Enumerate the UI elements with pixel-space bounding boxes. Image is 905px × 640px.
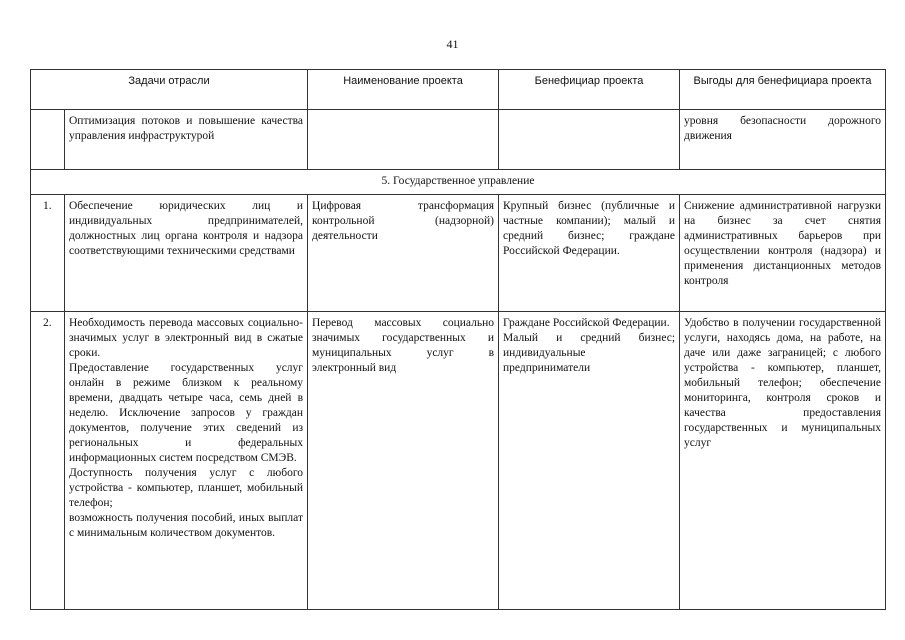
benefit-cell xyxy=(680,195,886,312)
table-header-row xyxy=(31,70,886,110)
task-cell xyxy=(65,312,308,610)
benefit-cell: уровня безопасности дорожного движения xyxy=(680,110,886,170)
beneficiary-text: Граждане Российской Федерации. xyxy=(503,317,670,329)
project-text: Цифровая трансформация контрольной (надзорной) деятельности xyxy=(312,200,495,242)
task-cell xyxy=(65,195,308,312)
task-text: возможность получения пособий, иных выплат с минимальным количеством документов. xyxy=(69,512,304,539)
number-cell xyxy=(31,110,65,170)
column-header-tasks: Задачи отрасли xyxy=(31,70,308,110)
task-text: Обеспечение юридических лиц и индивидуальных предпринимателей, должностных лиц органа контроля и надзора соответствующими техническими средствами xyxy=(69,200,304,257)
task-text: Предоставление государственных услуг онлайн в режиме близком к реальному времени, двадцать четыре часа, семь дней в неделю. Исключение запросов у граждан документов, получение этих сведений из региональных и федеральных информационных систем посредством СМЭВ. xyxy=(69,362,304,464)
column-header-benefits: Выгоды для бенефициара проекта xyxy=(680,70,886,110)
table-row xyxy=(31,312,886,610)
benefit-cell xyxy=(680,312,886,610)
project-text: Перевод массовых социально значимых государственных и муниципальных услуг в электронный вид xyxy=(312,317,495,374)
benefit-text: Снижение административной нагрузки на бизнес за счет снятия административных барьеров при осуществлении контроля (надзора) и применения дистанционных методов контроля xyxy=(684,200,882,287)
task-cell: Оптимизация потоков и повышение качества управления инфраструктурой xyxy=(65,110,308,170)
section-title: 5. Государственное управление xyxy=(31,170,886,195)
project-cell xyxy=(308,312,499,610)
benefit-text: Удобство в получении государственной услуги, находясь дома, на работе, на даче или даже заграницей; с любого устройства - компьютер, планшет, мобильный телефон; обеспечение мониторинга, контроля сроков и качества предоставления государственных и муниципальных услуг xyxy=(684,317,882,449)
row-number: 1. xyxy=(31,195,65,312)
section-row xyxy=(31,170,886,195)
page-number: 41 xyxy=(446,37,459,51)
task-text: Необходимость перевода массовых социально-значимых услуг в электронный вид в сжатые сроки. xyxy=(69,317,304,359)
beneficiary-cell xyxy=(499,312,680,610)
task-text: Доступность получения услуг с любого устройства - компьютер, планшет, мобильный телефон; xyxy=(69,467,304,509)
column-header-beneficiary: Бенефициар проекта xyxy=(499,70,680,110)
project-cell xyxy=(308,110,499,170)
row-number: 2. xyxy=(31,312,65,610)
column-header-project: Наименование проекта xyxy=(308,70,499,110)
beneficiary-cell xyxy=(499,110,680,170)
beneficiary-cell xyxy=(499,195,680,312)
beneficiary-text: Крупный бизнес (публичные и частные компании); малый и средний бизнес; граждане Российской Федерации. xyxy=(503,200,676,257)
table-row xyxy=(31,110,886,170)
projects-table xyxy=(30,69,886,610)
beneficiary-text: Малый и средний бизнес; индивидуальные предприниматели xyxy=(503,332,676,374)
table-row xyxy=(31,195,886,312)
project-cell xyxy=(308,195,499,312)
